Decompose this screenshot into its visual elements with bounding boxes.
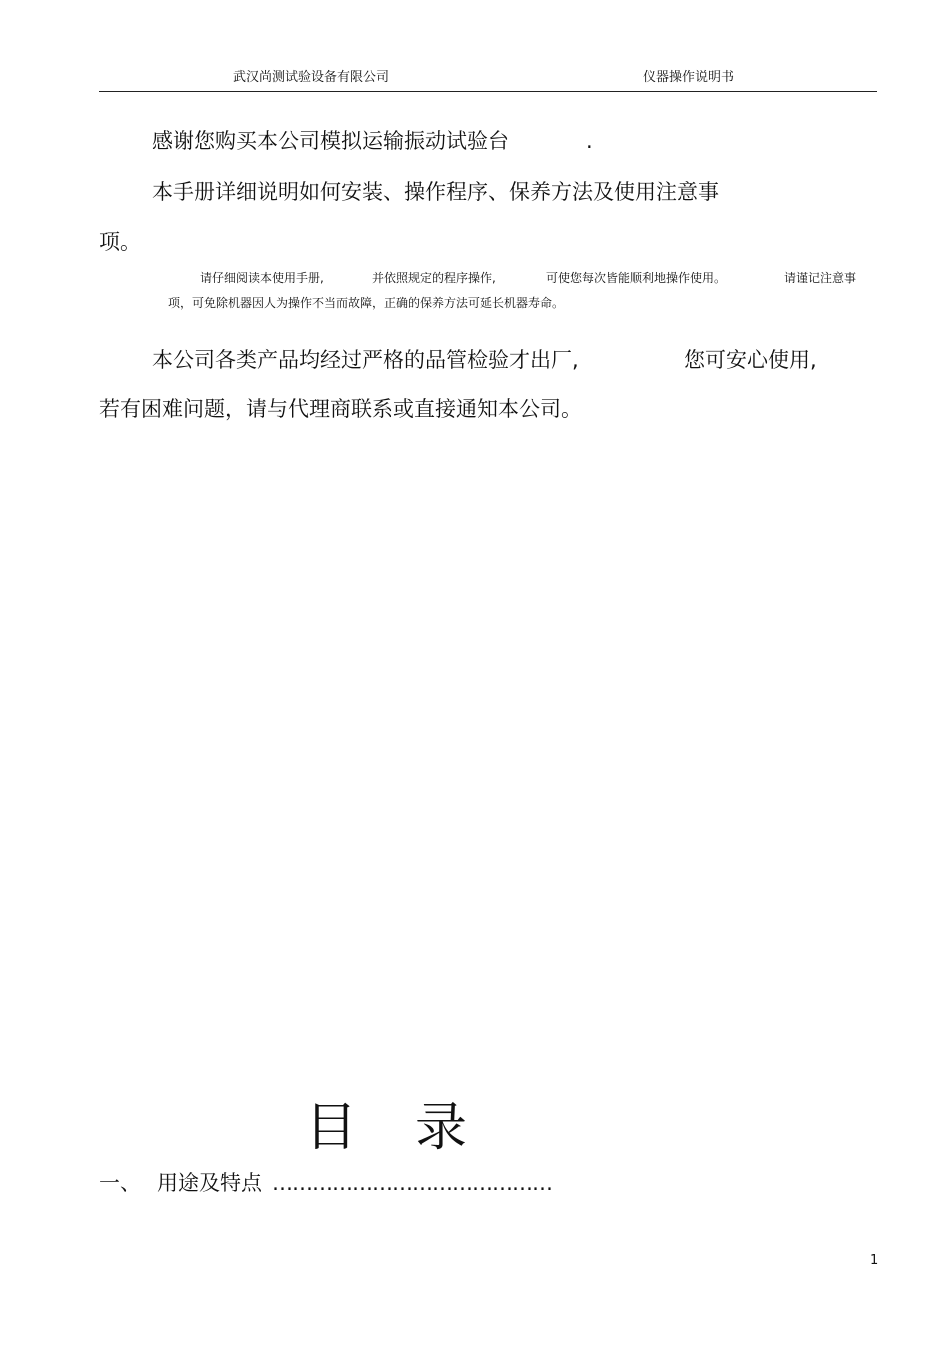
page-number: 1: [870, 1253, 879, 1268]
quality-statement-part-1: 本公司各类产品均经过严格的品管检验才出厂,: [152, 348, 579, 372]
toc-heading-char-1: 目: [305, 1098, 358, 1158]
thanks-sentence: 感谢您购买本公司模拟运输振动试验台: [152, 129, 509, 153]
note-segment-4: 请谨记注意事: [784, 271, 857, 285]
thanks-period: .: [586, 129, 593, 153]
toc-item-label[interactable]: 用途及特点: [157, 1171, 262, 1195]
toc-item-number: 一、: [99, 1171, 141, 1195]
header-document-type: 仪器操作说明书: [643, 70, 735, 85]
contact-statement: 若有困难问题，请与代理商联系或直接通知本公司。: [99, 397, 582, 421]
toc-heading: [305, 1098, 467, 1158]
quality-statement-part-2: 您可安心使用,: [684, 348, 817, 372]
note-line-2: 项，可免除机器因人为操作不当而故障，正确的保养方法可延长机器寿命。: [168, 296, 565, 310]
header-divider: [99, 91, 877, 92]
manual-description-line-2: 项。: [99, 230, 141, 254]
note-segment-3: 可使您每次皆能顺利地操作使用。: [546, 271, 727, 285]
header-company-name: 武汉尚测试验设备有限公司: [233, 70, 390, 85]
note-segment-2: 并依照规定的程序操作,: [372, 271, 496, 285]
toc-item-leader: ……………………………………: [272, 1171, 552, 1195]
note-segment-1: 请仔细阅读本使用手册,: [200, 271, 324, 285]
manual-description-line-1: 本手册详细说明如何安装、操作程序、保养方法及使用注意事: [152, 180, 719, 204]
toc-heading-char-2: 录: [415, 1098, 468, 1158]
